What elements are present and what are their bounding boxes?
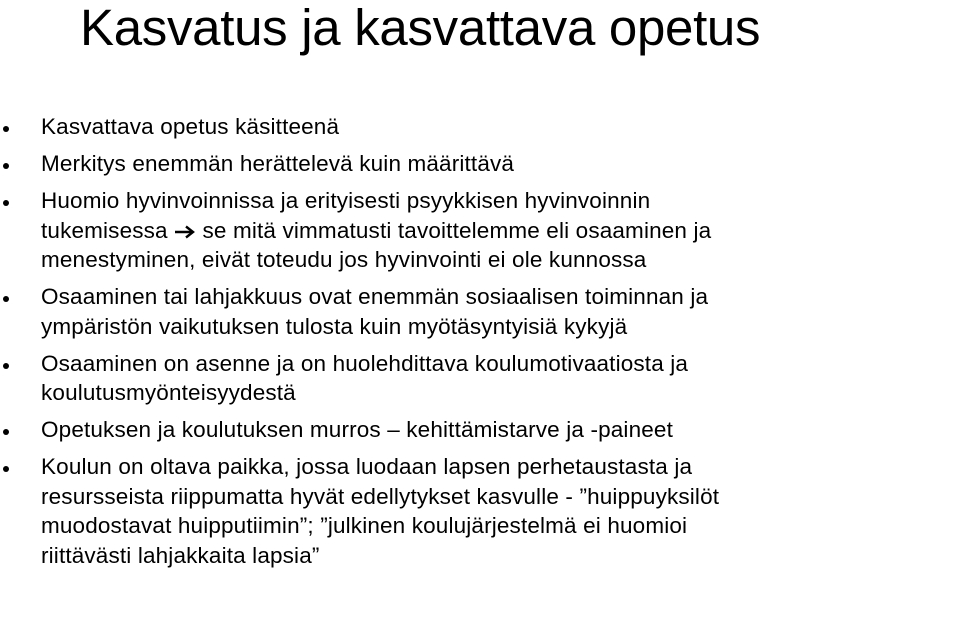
bullet-text: muodostavat huipputiimin”; ”julkinen koulujärjestelmä ei huomioi — [41, 513, 688, 538]
bullet-text: koulutusmyönteisyydestä — [41, 380, 296, 405]
bullet-dot-icon — [3, 163, 9, 169]
bullet-dot-icon — [3, 296, 9, 302]
bullet-text: Osaaminen on asenne ja on huolehdittava koulumotivaatiosta ja — [41, 350, 689, 376]
bullet-text: Opetuksen ja koulutuksen murros – kehittämistarve ja -paineet — [41, 417, 673, 442]
bullet-item — [0, 149, 959, 179]
bullet-text: Osaaminen tai lahjakkuus ovat enemmän sosiaalisen toiminnan ja — [41, 284, 709, 309]
bullet-item — [0, 282, 959, 341]
bullet-dot-icon — [3, 466, 9, 472]
bullet-text: riittävästi lahjakkaita lapsia” — [41, 542, 320, 568]
bullet-item — [0, 415, 959, 445]
bullet-text: ympäristön vaikutuksen tulosta kuin myötäsyntyisiä kykyjä — [41, 313, 628, 339]
bullet-item — [0, 186, 959, 275]
bullet-dot-icon — [3, 200, 9, 206]
bullet-item — [0, 452, 959, 570]
bullet-text: Huomio hyvinvoinnissa ja erityisesti psyykkisen hyvinvoinnin — [41, 188, 651, 213]
bullet-dot-icon — [3, 429, 9, 435]
bullet-text: Kasvattava opetus käsitteenä — [41, 114, 340, 139]
bullet-dot-icon — [3, 126, 9, 132]
bullet-dot-icon — [3, 363, 9, 369]
bullet-text: Koulun on oltava paikka, jossa luodaan lapsen perhetaustasta ja — [41, 454, 693, 479]
bullet-text: menestyminen, eivät toteudu jos hyvinvointi ei ole kunnossa — [41, 247, 647, 272]
bullet-text-segment: se mitä vimmatusti tavoittelemme eli osaaminen ja — [196, 217, 712, 243]
bullet-item — [0, 112, 959, 142]
bullet-text: Merkitys enemmän herättelevä kuin määrittävä — [41, 151, 515, 176]
bullet-text: resursseista riippumatta hyvät edellytykset kasvulle - ”huippuyksilöt — [41, 483, 720, 509]
slide-title: Kasvatus ja kasvattava opetus — [80, 0, 761, 56]
right-arrow-icon — [174, 225, 196, 239]
bullet-list — [0, 112, 959, 578]
bullet-text-segment: tukemisessa — [41, 217, 175, 243]
bullet-item — [0, 349, 959, 408]
bullet-text-with-arrow — [41, 216, 959, 246]
